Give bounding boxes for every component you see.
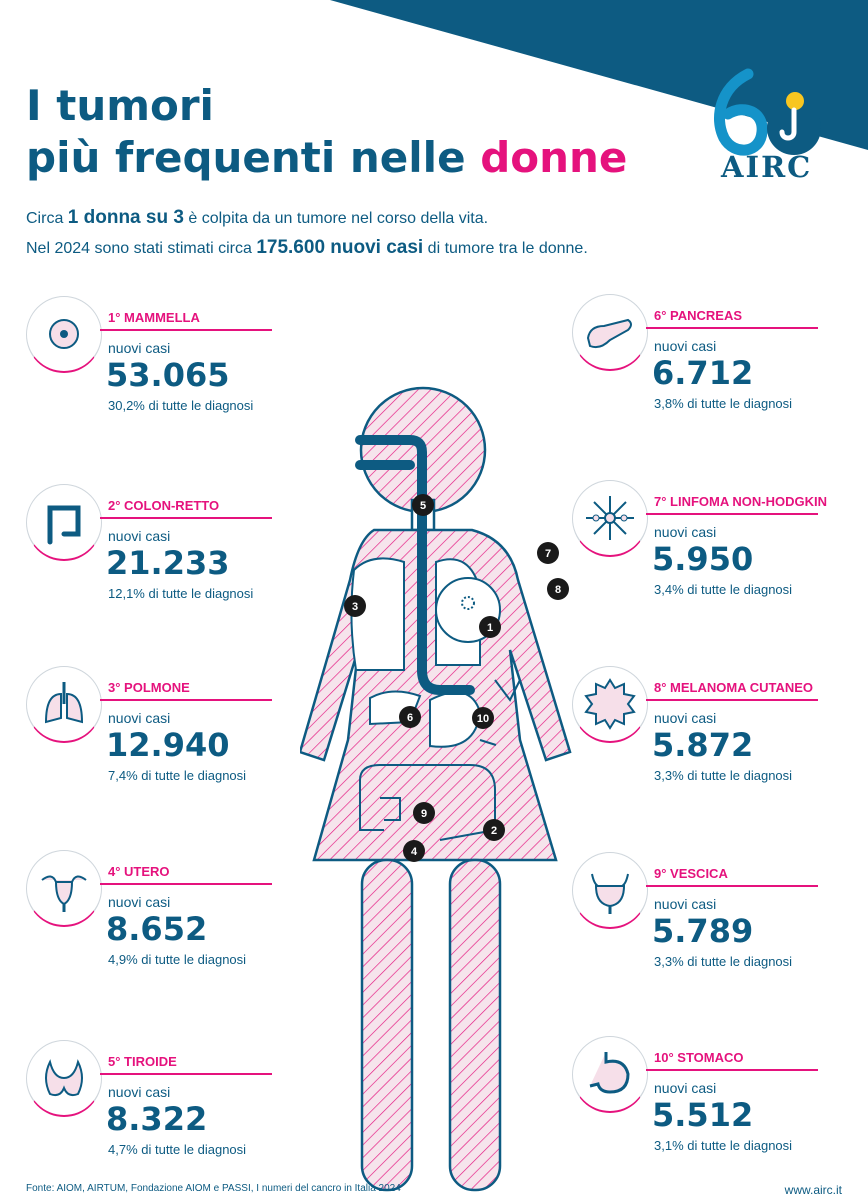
tumor-cases: 8.322 bbox=[106, 1100, 208, 1138]
new-cases-label: nuovi casi bbox=[654, 896, 717, 912]
new-cases-label: nuovi casi bbox=[108, 340, 171, 356]
stomach-icon bbox=[572, 1036, 648, 1113]
marker-9: 9 bbox=[420, 808, 428, 820]
marker-4: 4 bbox=[410, 846, 418, 858]
new-cases-label: nuovi casi bbox=[108, 710, 171, 726]
marker-2: 2 bbox=[490, 825, 498, 837]
tumor-name: 6° PANCREAS bbox=[654, 308, 743, 323]
lymph-node-icon bbox=[572, 480, 648, 557]
tumor-card-8 bbox=[572, 666, 832, 816]
intro-line2-a: Nel 2024 sono stati stimati circa bbox=[26, 240, 257, 257]
intro-text bbox=[26, 203, 588, 263]
body-diagram bbox=[300, 380, 580, 1200]
tumor-name: 5° TIROIDE bbox=[108, 1054, 177, 1069]
intro-line2-c: di tumore tra le donne. bbox=[423, 240, 588, 257]
tumor-pct: 30,2% di tutte le diagnosi bbox=[108, 398, 254, 413]
tumor-pct: 4,7% di tutte le diagnosi bbox=[108, 1142, 247, 1157]
marker-10: 10 bbox=[476, 713, 490, 725]
pancreas-icon bbox=[572, 294, 648, 371]
marker-7: 7 bbox=[544, 548, 552, 560]
tumor-name: 4° UTERO bbox=[108, 864, 170, 879]
tumor-pct: 3,3% di tutte le diagnosi bbox=[654, 768, 793, 783]
tumor-pct: 3,4% di tutte le diagnosi bbox=[654, 582, 793, 597]
tumor-pct: 4,9% di tutte le diagnosi bbox=[108, 952, 247, 967]
new-cases-label: nuovi casi bbox=[108, 1084, 171, 1100]
tumor-card-9 bbox=[572, 852, 832, 1002]
tumor-pct: 7,4% di tutte le diagnosi bbox=[108, 768, 247, 783]
marker-8: 8 bbox=[554, 584, 562, 596]
tumor-name: 2° COLON-RETTO bbox=[108, 498, 220, 513]
tumor-card-3 bbox=[26, 666, 286, 816]
tumor-card-7 bbox=[572, 480, 832, 630]
tumor-card-6 bbox=[572, 294, 832, 444]
page-title bbox=[26, 80, 627, 184]
thyroid-icon bbox=[26, 1040, 102, 1117]
tumor-cases: 5.950 bbox=[652, 540, 754, 578]
marker-1: 1 bbox=[486, 622, 494, 634]
tumor-cases: 5.789 bbox=[652, 912, 754, 950]
marker-3: 3 bbox=[351, 601, 359, 613]
intro-line2-bold: 175.600 nuovi casi bbox=[256, 237, 424, 258]
tumor-cases: 5.872 bbox=[652, 726, 754, 764]
tumor-card-1 bbox=[26, 296, 286, 446]
colon-icon bbox=[26, 484, 102, 561]
new-cases-label: nuovi casi bbox=[654, 1080, 717, 1096]
tumor-card-4 bbox=[26, 850, 286, 1000]
tumor-cases: 5.512 bbox=[652, 1096, 754, 1134]
intro-line1-bold: 1 donna su 3 bbox=[67, 207, 184, 228]
tumor-pct: 3,1% di tutte le diagnosi bbox=[654, 1138, 793, 1153]
source-footer: Fonte: AIOM, AIRTUM, Fondazione AIOM e PASSI, I numeri del cancro in Italia 2024 bbox=[26, 1183, 401, 1194]
new-cases-label: nuovi casi bbox=[654, 710, 717, 726]
tumor-cases: 8.652 bbox=[106, 910, 208, 948]
tumor-cases: 6.712 bbox=[652, 354, 754, 392]
uterus-icon bbox=[26, 850, 102, 927]
tumor-name: 3° POLMONE bbox=[108, 680, 190, 695]
tumor-card-10 bbox=[572, 1036, 832, 1186]
tumor-name: 7° LINFOMA NON-HODGKIN bbox=[654, 494, 827, 509]
new-cases-label: nuovi casi bbox=[108, 528, 171, 544]
new-cases-label: nuovi casi bbox=[654, 338, 717, 354]
tumor-pct: 3,8% di tutte le diagnosi bbox=[654, 396, 793, 411]
tumor-name: 9° VESCICA bbox=[654, 866, 728, 881]
tumor-cases: 53.065 bbox=[106, 356, 230, 394]
lung-icon bbox=[26, 666, 102, 743]
tumor-pct: 12,1% di tutte le diagnosi bbox=[108, 586, 254, 601]
logo-text: AIRC bbox=[721, 150, 813, 184]
title-line1: I tumori bbox=[26, 81, 214, 130]
tumor-card-2 bbox=[26, 484, 286, 634]
site-link[interactable]: www.airc.it bbox=[784, 1183, 842, 1197]
tumor-cases: 12.940 bbox=[106, 726, 230, 764]
tumor-pct: 3,3% di tutte le diagnosi bbox=[654, 954, 793, 969]
new-cases-label: nuovi casi bbox=[654, 524, 717, 540]
intro-line1-c: è colpita da un tumore nel corso della vita. bbox=[183, 210, 489, 227]
tumor-name: 10° STOMACO bbox=[654, 1050, 744, 1065]
tumor-card-5 bbox=[26, 1040, 286, 1190]
tumor-name: 1° MAMMELLA bbox=[108, 310, 200, 325]
intro-line1-a: Circa bbox=[26, 210, 68, 227]
title-highlight: donne bbox=[480, 133, 628, 182]
new-cases-label: nuovi casi bbox=[108, 894, 171, 910]
title-line2: più frequenti nelle bbox=[26, 133, 481, 182]
bladder-icon bbox=[572, 852, 648, 929]
marker-5: 5 bbox=[419, 500, 427, 512]
melanoma-icon bbox=[572, 666, 648, 743]
tumor-name: 8° MELANOMA CUTANEO bbox=[654, 680, 814, 695]
marker-6: 6 bbox=[406, 712, 414, 724]
tumor-cases: 21.233 bbox=[106, 544, 230, 582]
breast-icon bbox=[26, 296, 102, 373]
